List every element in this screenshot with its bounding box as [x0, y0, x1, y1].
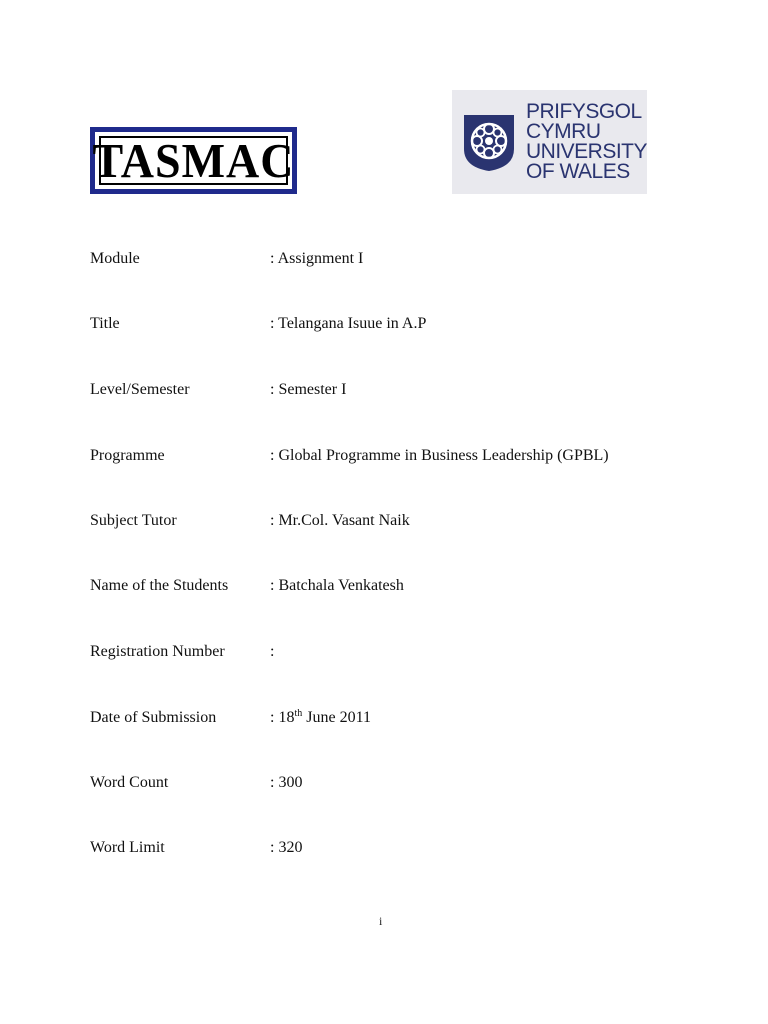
field-value: : 320: [270, 839, 303, 856]
date-ordinal-suffix: th: [294, 708, 303, 719]
field-value: : 300: [270, 774, 303, 791]
tasmac-logo: [90, 127, 297, 194]
field-value: : Semester I: [270, 381, 347, 398]
field-label: Word Count: [90, 774, 169, 791]
field-label: Word Limit: [90, 839, 165, 856]
student-name-row: [90, 572, 710, 600]
registration-number-row: [90, 638, 710, 666]
word-limit-row: [90, 834, 710, 862]
date-month-year: June 2011: [302, 709, 371, 726]
university-emblem-icon: [460, 111, 518, 173]
module-row: [90, 245, 710, 273]
programme-row: [90, 442, 710, 470]
university-name-line: OF WALES: [526, 160, 630, 183]
page-number: i: [379, 914, 383, 928]
word-count-row: [90, 769, 710, 797]
field-value: [270, 704, 371, 732]
field-label: Programme: [90, 447, 165, 464]
tasmac-logo-box: [92, 133, 295, 187]
date-day: : 18: [270, 709, 295, 726]
submission-date-row: [90, 704, 710, 732]
university-name-line: UNIVERSITY: [526, 140, 648, 163]
field-label: Title: [90, 315, 120, 332]
field-value: : Assignment I: [270, 250, 364, 267]
field-label: Registration Number: [90, 643, 225, 660]
field-label: Module: [90, 250, 140, 267]
field-label: Subject Tutor: [90, 512, 177, 529]
field-value: : Telangana Isuue in A.P: [270, 315, 427, 332]
field-label: Name of the Students: [90, 577, 229, 594]
university-of-wales-logo: [452, 90, 647, 194]
tasmac-logo-text: TASMAC: [92, 133, 295, 187]
title-row: [90, 310, 710, 338]
university-name: [526, 102, 647, 182]
field-value: : Batchala Venkatesh: [270, 577, 404, 594]
field-value: : Mr.Col. Vasant Naik: [270, 512, 410, 529]
tasmac-logo-frame: [94, 131, 293, 190]
level-semester-row: [90, 376, 710, 404]
field-value: :: [270, 643, 275, 660]
field-label: Date of Submission: [90, 709, 217, 726]
field-label: Level/Semester: [90, 381, 190, 398]
university-name-line: CYMRU: [526, 120, 601, 143]
subject-tutor-row: [90, 507, 710, 535]
university-name-line: PRIFYSGOL: [526, 100, 642, 123]
field-value: : Global Programme in Business Leadership (GPBL): [270, 447, 609, 464]
